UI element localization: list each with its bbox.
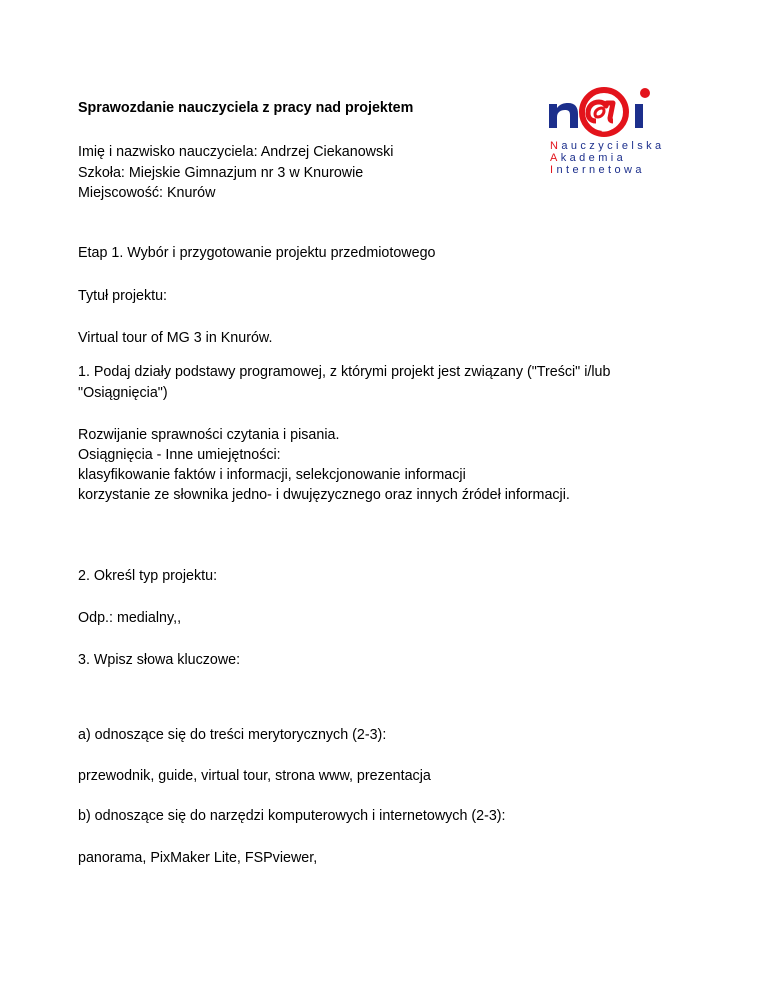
answer-1-line-2: Osiągnięcia - Inne umiejętności:	[78, 447, 281, 463]
answer-3a: przewodnik, guide, virtual tour, strona www, prezentacja	[78, 768, 431, 784]
logo-line-2-rest: kademia	[560, 152, 627, 164]
nai-logo	[546, 84, 664, 176]
logo-line-1-initial: N	[550, 140, 562, 152]
project-title-value: Virtual tour of MG 3 in Knurów.	[78, 330, 273, 346]
place-line: Miejscowość: Knurów	[78, 185, 216, 201]
logo-line-2-initial: A	[550, 152, 561, 164]
answer-1-line-3: klasyfikowanie faktów i informacji, selekcjonowanie informacji	[78, 467, 466, 483]
question-1-line-1: 1. Podaj działy podstawy programowej, z którymi projekt jest związany ("Treści" i/lub	[78, 364, 611, 380]
answer-1-line-1: Rozwijanie sprawności czytania i pisania.	[78, 427, 340, 443]
question-1-line-2: "Osiągnięcia")	[78, 385, 168, 401]
logo-line-3-initial: I	[550, 164, 557, 176]
logo-line-1-rest: auczycielska	[561, 140, 665, 152]
answer-2: Odp.: medialny,,	[78, 610, 182, 626]
logo-line-3-rest: nternetowa	[556, 164, 645, 176]
answer-1-line-4: korzystanie ze słownika jedno- i dwujęzycznego oraz innych źródeł informacji.	[78, 487, 570, 503]
nai-logo-mark	[546, 84, 664, 140]
question-3: 3. Wpisz słowa kluczowe:	[78, 652, 241, 668]
question-2: 2. Określ typ projektu:	[78, 568, 218, 584]
question-3b: b) odnoszące się do narzędzi komputerowych i internetowych (2-3):	[78, 808, 506, 824]
project-title-label: Tytuł projektu:	[78, 288, 167, 304]
logo-line-3	[550, 164, 645, 177]
school-line: Szkoła: Miejskie Gimnazjum nr 3 w Knurowie	[78, 165, 364, 181]
answer-3b: panorama, PixMaker Lite, FSPviewer,	[78, 850, 318, 866]
teacher-line: Imię i nazwisko nauczyciela: Andrzej Ciekanowski	[78, 144, 394, 160]
question-3a: a) odnoszące się do treści merytorycznych (2-3):	[78, 727, 387, 743]
document-title: Sprawozdanie nauczyciela z pracy nad projektem	[78, 100, 414, 116]
stage-heading: Etap 1. Wybór i przygotowanie projektu przedmiotowego	[78, 245, 436, 261]
